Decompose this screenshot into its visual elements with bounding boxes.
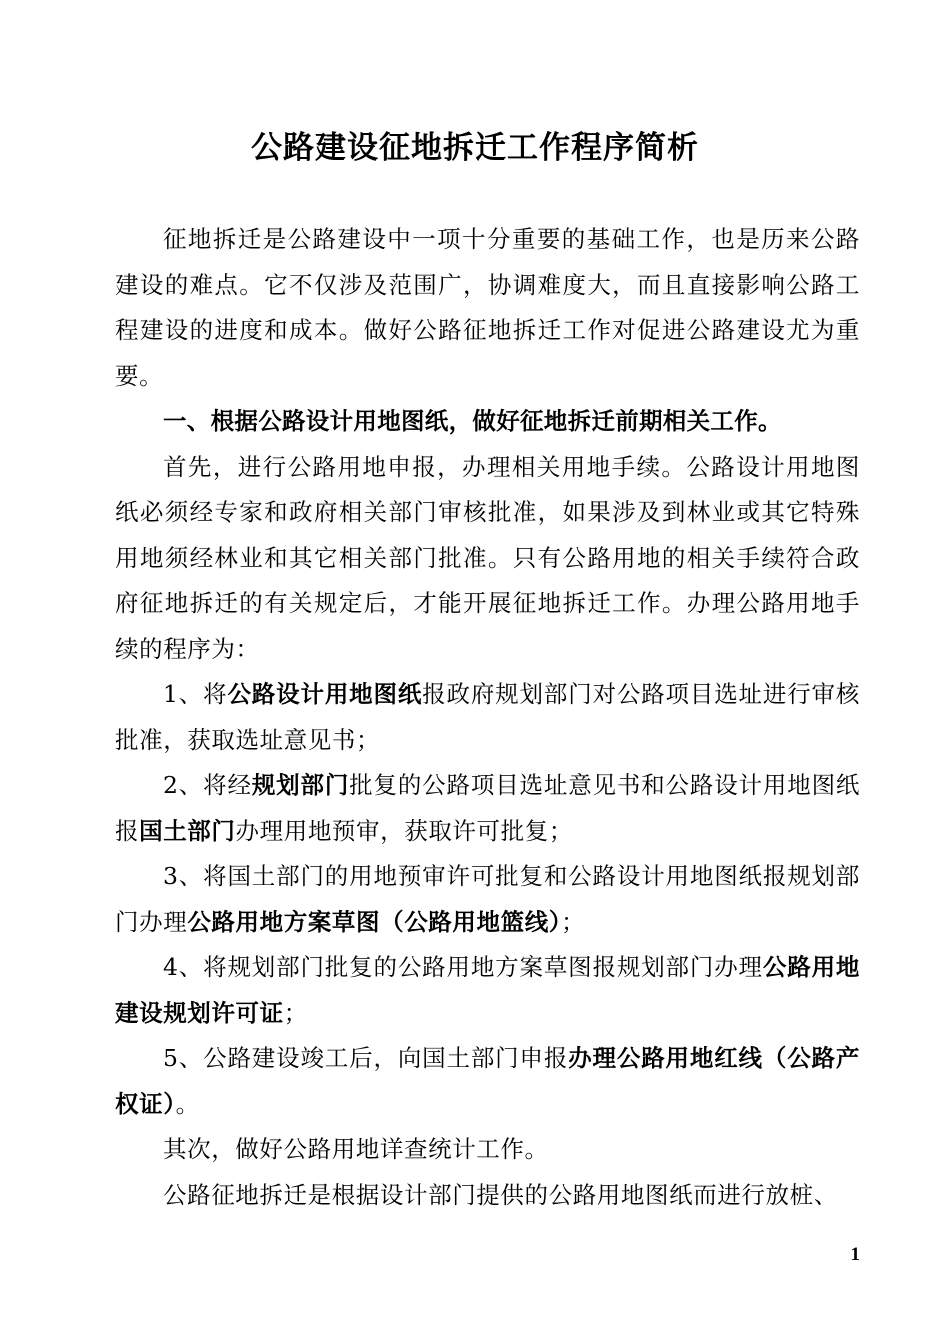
land-procedure-paragraph: 首先，进行公路用地申报，办理相关用地手续。公路设计用地图纸必须经专家和政府相关部门审核批准，如果涉及到林业或其它特殊用地须经林业和其它相关部门批准。只有公路用地的相关手续符合政府征地拆迁的有关规定后，才能开展征地拆迁工作。办理公路用地手续的程序为： — [115, 452, 860, 663]
step-5-prefix: 5、公路建设竣工后，向国土部门申报 — [163, 1044, 569, 1072]
step-4-suffix: ； — [283, 998, 308, 1027]
step-4-bold-term: 公路用地建设规划许可证 — [115, 953, 861, 1027]
procedure-step-2 — [115, 763, 860, 854]
document-title: 公路建设征地拆迁工作程序简析 — [251, 130, 699, 166]
page-number: 1 — [850, 1244, 860, 1265]
step-5-suffix: 。 — [175, 1089, 200, 1118]
step-2-middle: 批复的公路项目选址意见书和公路设计用地图纸报 — [115, 771, 861, 845]
continuation-paragraph: 公路征地拆迁是根据设计部门提供的公路用地图纸而进行放桩、 — [163, 1180, 838, 1209]
step-5-bold-term: 办理公路用地红线（公路产权证） — [115, 1044, 860, 1118]
step-2-bold-term-1: 规划部门 — [251, 771, 350, 799]
step-2-suffix: 办理用地预审，获取许可批复； — [235, 816, 573, 845]
step-2-bold-term-2: 国土部门 — [139, 816, 236, 845]
procedure-step-4 — [115, 945, 860, 1036]
section-heading: 一、根据公路设计用地图纸，做好征地拆迁前期相关工作。 — [163, 407, 782, 435]
step-4-prefix: 4、将规划部门批复的公路用地方案草图报规划部门办理 — [163, 953, 763, 981]
step-1-suffix: 报政府规划部门对公路项目选址进行审核批准，获取选址意见书； — [115, 680, 860, 754]
step-2-prefix: 2、将经 — [163, 771, 252, 799]
step-3-suffix: ； — [561, 907, 586, 936]
survey-paragraph: 其次，做好公路用地详查统计工作。 — [163, 1135, 549, 1163]
procedure-step-5 — [115, 1036, 860, 1127]
intro-paragraph: 征地拆迁是公路建设中一项十分重要的基础工作，也是历来公路建设的难点。它不仅涉及范围广，协调难度大，而且直接影响公路工程建设的进度和成本。做好公路征地拆迁工作对促进公路建设尤为重要。 — [115, 225, 860, 390]
step-3-bold-term: 公路用地方案草图（公路用地篮线） — [187, 907, 562, 936]
document-body — [115, 217, 860, 1218]
step-1-prefix: 1、将 — [163, 680, 228, 708]
procedure-step-1 — [115, 672, 860, 763]
step-1-bold-term: 公路设计用地图纸 — [227, 680, 423, 708]
procedure-step-3 — [115, 854, 860, 945]
step-3-prefix: 3、将国土部门的用地预审许可批复和公路设计用地图纸报规划部门办理 — [115, 862, 860, 936]
